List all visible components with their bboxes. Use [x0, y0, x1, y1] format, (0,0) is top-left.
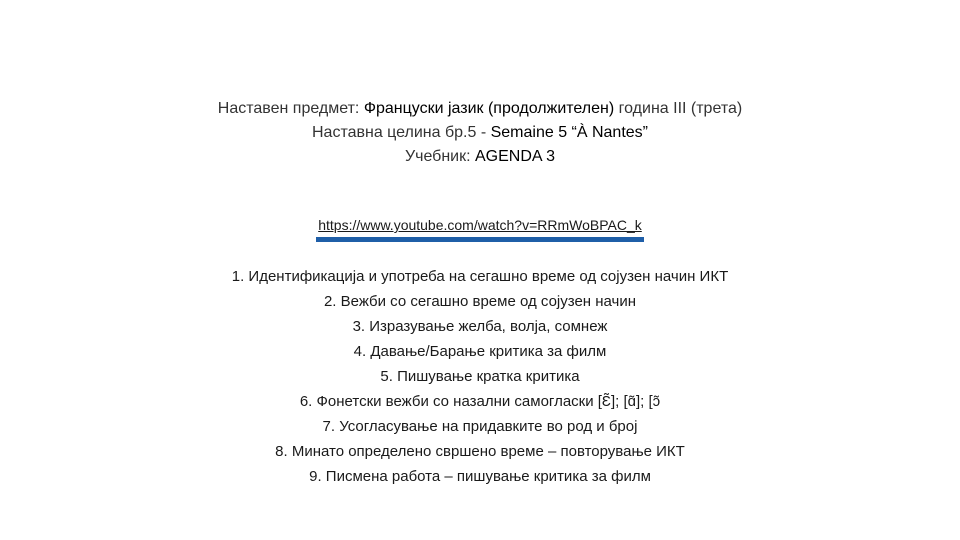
lesson-header: [0, 97, 960, 169]
youtube-link[interactable]: https://www.youtube.com/watch?v=RRmWoBPAC_k: [316, 215, 644, 242]
year-text: година III (трета): [614, 100, 743, 117]
unit-label: Наставна целина бр.5 -: [311, 124, 491, 141]
unit-value: Semaine 5 “À Nantes”: [490, 124, 648, 141]
textbook-value: AGENDA 3: [475, 148, 556, 165]
unit-line: [0, 121, 960, 145]
list-item: 4. Давање/Барање критика за филм: [353, 343, 607, 360]
list-item: 8. Минато определено свршено време – повторување ИКТ: [275, 443, 685, 460]
lesson-topics-list: [0, 264, 960, 489]
link-container: [0, 215, 960, 242]
list-item: 6. Фонетски вежби со назални самогласки [Ɛ̃]; [ɑ̃]; [ɔ̃: [299, 393, 661, 410]
textbook-line: [0, 145, 960, 169]
list-item: 1. Идентификација и употреба на сегашно време од сојузен начин ИКТ: [231, 268, 729, 285]
list-item: 9. Писмена работа – пишување критика за филм: [309, 468, 651, 485]
textbook-label: Учебник:: [404, 148, 475, 165]
list-item: 7. Усогласување на придавките во род и број: [322, 418, 638, 435]
subject-value: Француски јазик (продолжителен): [363, 100, 615, 117]
list-item: 2. Вежби со сегашно време од сојузен начин: [323, 293, 637, 310]
list-item: 3. Изразување желба, волја, сомнеж: [352, 318, 608, 335]
subject-label: Наставен предмет:: [217, 100, 364, 117]
subject-line: [0, 97, 960, 121]
list-item: 5. Пишување кратка критика: [380, 368, 580, 385]
